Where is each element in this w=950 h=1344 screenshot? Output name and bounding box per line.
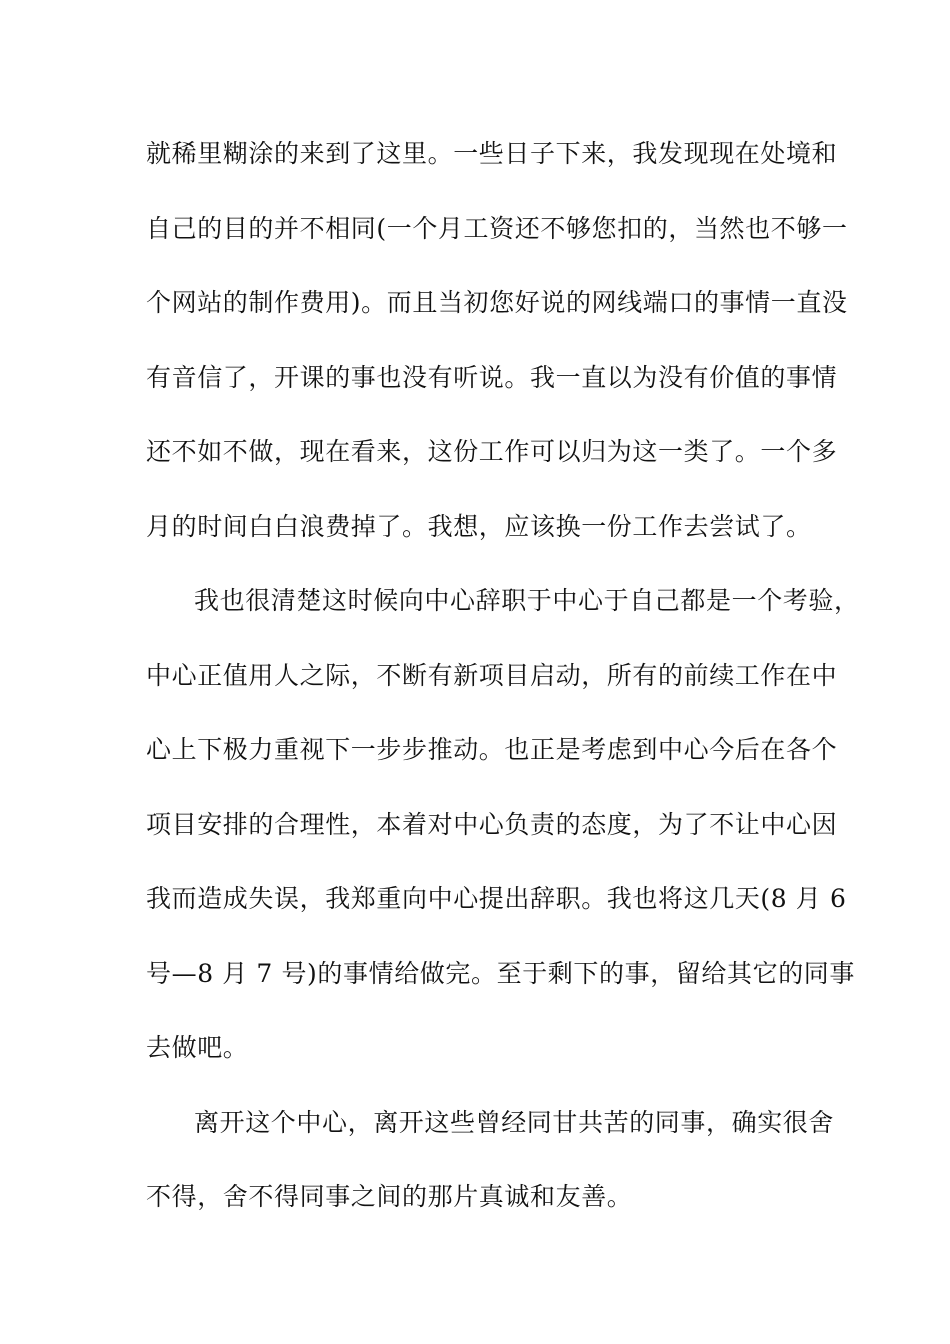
text-line-11: 我而造成失误，我郑重向中心提出辞职。我也将这几天(8 月 6	[146, 884, 847, 913]
text-line-6: 月的时间白白浪费掉了。我想，应该换一份工作去尝试了。	[146, 511, 812, 541]
text-line-15: 不得，舍不得同事之间的那片真诚和友善。	[146, 1182, 633, 1211]
text-line-12: 号—8 月 7 号)的事情给做完。至于剩下的事，留给其它的同事	[146, 958, 856, 988]
text-line-9: 心上下极力重视下一步步推动。也正是考虑到中心今后在各个	[146, 735, 838, 764]
text-line-3: 个网站的制作费用)。而且当初您好说的网线端口的事情一直没	[146, 288, 848, 317]
body-text	[146, 131, 860, 1249]
text-line-8: 中心正值用人之际，不断有新项目启动，所有的前续工作在中	[146, 660, 838, 690]
text-line-10: 项目安排的合理性，本着对中心负责的态度，为了不让中心因	[146, 809, 838, 839]
text-line-13: 去做吧。	[146, 1033, 249, 1062]
paragraph-start-line-14: 离开这个中心，离开这些曾经同甘共苦的同事，确实很舍	[194, 1107, 835, 1137]
text-line-1: 就稀里糊涂的来到了这里。一些日子下来，我发现现在处境和	[146, 139, 838, 168]
paragraph-start-line-7: 我也很清楚这时候向中心辞职于中心于自己都是一个考验，	[194, 586, 860, 615]
text-line-4: 有音信了，开课的事也没有听说。我一直以为没有价值的事情	[146, 362, 838, 392]
text-line-5: 还不如不做，现在看来，这份工作可以归为这一类了。一个多	[146, 437, 838, 466]
text-line-2: 自己的目的并不相同(一个月工资还不够您扣的，当然也不够一	[146, 213, 848, 243]
